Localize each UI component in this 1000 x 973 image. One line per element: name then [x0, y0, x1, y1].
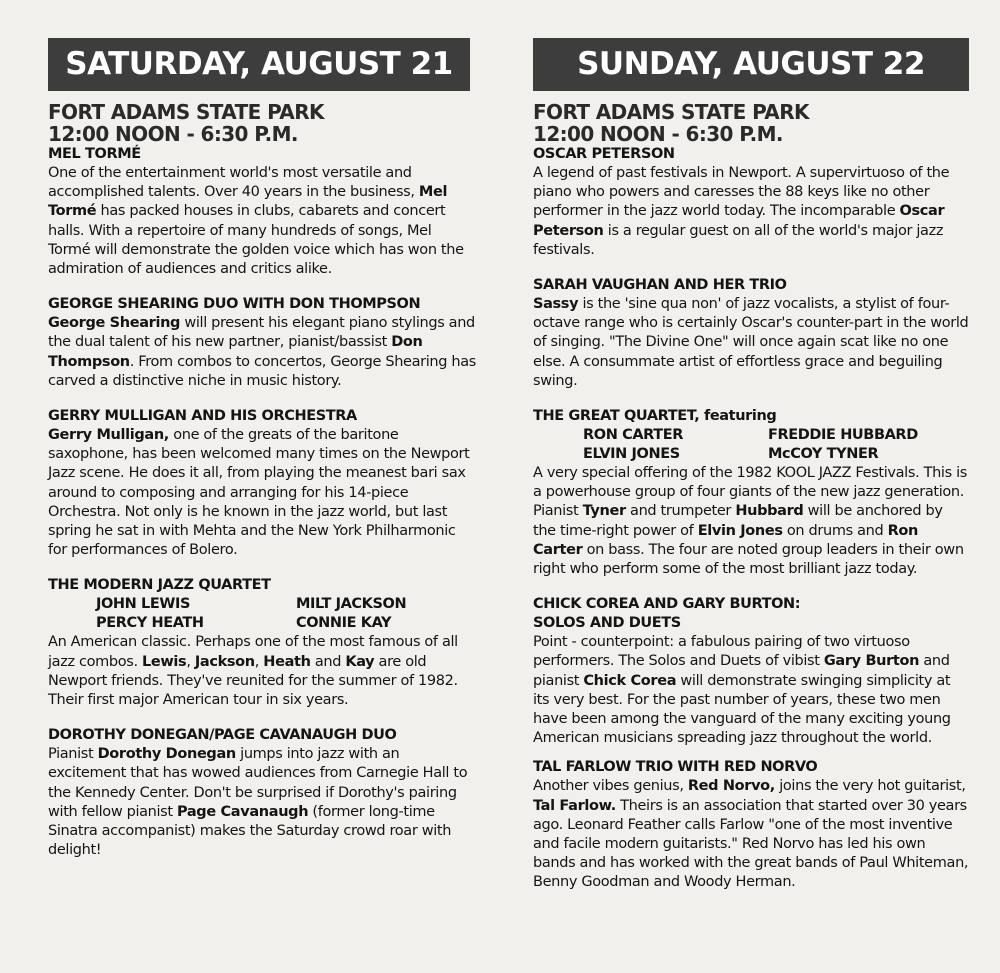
- event-description: Point - counterpoint: a fabulous pairing of two virtuoso performers. The Solos and Duets of vibist Gary Burton and pianist Chick Corea will demonstrate swinging simplicity at its very best. For the past number of years, these two men have been among the vanguard of the many exciting young American musicians spreading jazz throughout the world.: [533, 634, 951, 747]
- lineup-member: RON CARTER: [583, 427, 684, 444]
- lineup-member: McCOY TYNER: [768, 446, 879, 463]
- performer-name: Oscar Peterson: [533, 203, 945, 239]
- lineup-member: PERCY HEATH: [96, 615, 204, 632]
- performer-name: Lewis: [142, 653, 187, 670]
- event-sarah-vaughan: [533, 276, 969, 391]
- sunday-time: 12:00 NOON - 6:30 P.M.: [533, 122, 783, 146]
- performer-name: Heath: [263, 653, 311, 670]
- event-george-shearing: [48, 295, 476, 391]
- performer-name: Tyner: [582, 503, 626, 520]
- performer-name: Hubbard: [735, 503, 804, 520]
- lineup-member: MILT JACKSON: [296, 596, 407, 613]
- performer-name: George Shearing: [48, 315, 181, 332]
- event-title: MEL TORMÉ: [48, 146, 141, 162]
- performer-name: Sassy: [533, 296, 579, 313]
- performer-name: Chick Corea: [583, 672, 677, 689]
- lineup-member: FREDDIE HUBBARD: [768, 427, 918, 444]
- event-mel-torme: [48, 145, 476, 279]
- event-title: TAL FARLOW TRIO WITH RED NORVO: [533, 759, 818, 776]
- event-description: An American classic. Perhaps one of the most famous of all jazz combos. Lewis, Jackson, Heath and Kay are old Newport friends. They've reunited for the summer of 1982. Their first major American tour in six years.: [48, 634, 458, 709]
- event-modern-jazz-quartet: [48, 576, 476, 710]
- event-title: SARAH VAUGHAN AND HER TRIO: [533, 277, 787, 294]
- event-corea-burton: [533, 595, 969, 748]
- event-description: Pianist Dorothy Donegan jumps into jazz with an excitement that has wowed audiences from Carnegie Hall to the Kennedy Center. Don't be surprised if Dorothy's pairing with fellow pianist Page Cavanaugh (former long-time Sinatra accompanist) makes the Saturday crowd roar with delight!: [48, 746, 468, 859]
- performer-name: Jackson: [194, 653, 255, 670]
- performer-name: Ron Carter: [533, 522, 918, 558]
- saturday-banner: SATURDAY, AUGUST 21: [48, 38, 470, 91]
- event-oscar-peterson: [533, 145, 969, 260]
- performer-name: Red Norvo,: [687, 778, 775, 795]
- sunday-column: [533, 38, 969, 909]
- performer-name: Page Cavanaugh: [176, 803, 309, 820]
- saturday-venue: FORT ADAMS STATE PARK: [48, 100, 324, 124]
- event-description: A very special offering of the 1982 KOOL JAZZ Festivals. This is a powerhouse group of four giants of the new jazz generation. Pianist Tyner and trumpeter Hubbard will be anchored by the time-right power of Elvin Jones on drums and Ron Carter on bass. The four are noted group leaders in their own right who perform some of the most brilliant jazz today.: [533, 465, 967, 578]
- event-subtitle: SOLOS AND DUETS: [533, 615, 681, 632]
- event-title: GERRY MULLIGAN AND HIS ORCHESTRA: [48, 408, 357, 425]
- event-title: GEORGE SHEARING DUO WITH DON THOMPSON: [48, 296, 421, 313]
- saturday-time: 12:00 NOON - 6:30 P.M.: [48, 122, 298, 146]
- event-tal-farlow: [533, 758, 969, 892]
- event-great-quartet: [533, 407, 969, 579]
- event-description: One of the entertainment world's most versatile and accomplished talents. Over 40 years in the business, Mel Tormé has packed houses in clubs, cabarets and concert halls. With a repertoire of many hundreds of songs, Mel Tormé will demonstrate the golden voice which has won the admiration of audiences and critics alike.: [48, 165, 464, 278]
- band-lineup: [533, 426, 969, 464]
- sunday-banner: SUNDAY, AUGUST 22: [533, 38, 969, 91]
- event-description: Gerry Mulligan, one of the greats of the baritone saxophone, has been welcomed many times on the Newport Jazz scene. He does it all, from playing the meanest bari sax around to composing and arranging for his 14-piece Orchestra. Not only is he known in the jazz world, but last spring he sat in with Mehta and the New York Philharmonic for performances of Bolero.: [48, 427, 470, 559]
- performer-name: Don Thompson: [48, 334, 423, 370]
- event-description: A legend of past festivals in Newport. A supervirtuoso of the piano who powers and caresses the 88 keys like no other performer in the jazz world today. The incomparable Oscar Peterson is a regular guest on all of the world's major jazz festivals.: [533, 165, 950, 258]
- event-description: George Shearing will present his elegant piano stylings and the dual talent of his new partner, pianist/bassist Don Thompson. From combos to concertos, George Shearing has carved a distinctive niche in music history.: [48, 315, 476, 389]
- performer-name: Kay: [345, 653, 375, 670]
- event-title: CHICK COREA AND GARY BURTON:: [533, 596, 801, 613]
- performer-name: Mel Tormé: [48, 184, 448, 220]
- performer-name: Gary Burton: [823, 653, 920, 670]
- event-title: THE GREAT QUARTET, featuring: [533, 408, 777, 425]
- event-title: THE MODERN JAZZ QUARTET: [48, 577, 271, 594]
- event-description: Sassy is the 'sine qua non' of jazz vocalists, a stylist of four-octave range who is certainly Oscar's counter-part in the world of singing. "The Divine One" will once again scat like no one else. A consummate artist of effortless grace and beguiling swing.: [533, 296, 969, 389]
- saturday-column: [48, 38, 476, 876]
- performer-name: Tal Farlow.: [533, 797, 616, 814]
- sunday-venue: FORT ADAMS STATE PARK: [533, 100, 809, 124]
- event-title: DOROTHY DONEGAN/PAGE CAVANAUGH DUO: [48, 727, 397, 744]
- performer-name: Elvin Jones: [697, 522, 783, 539]
- event-description: Another vibes genius, Red Norvo, joins the very hot guitarist, Tal Farlow. Theirs is an association that started over 30 years ago. Leonard Feather calls Farlow "one of the most inventive and facile modern guitarists." Red Norvo has led his own bands and has worked with the great bands of Paul Whiteman, Benny Goodman and Woody Herman.: [533, 778, 969, 891]
- lineup-member: CONNIE KAY: [296, 615, 392, 632]
- lineup-member: JOHN LEWIS: [96, 596, 191, 613]
- event-gerry-mulligan: [48, 407, 476, 560]
- performer-name: Dorothy Donegan: [97, 746, 236, 763]
- performer-name: Gerry Mulligan,: [48, 427, 169, 444]
- event-donegan-cavanaugh: [48, 726, 476, 860]
- event-title: OSCAR PETERSON: [533, 146, 675, 162]
- lineup-member: ELVIN JONES: [583, 446, 680, 463]
- band-lineup: [48, 595, 476, 633]
